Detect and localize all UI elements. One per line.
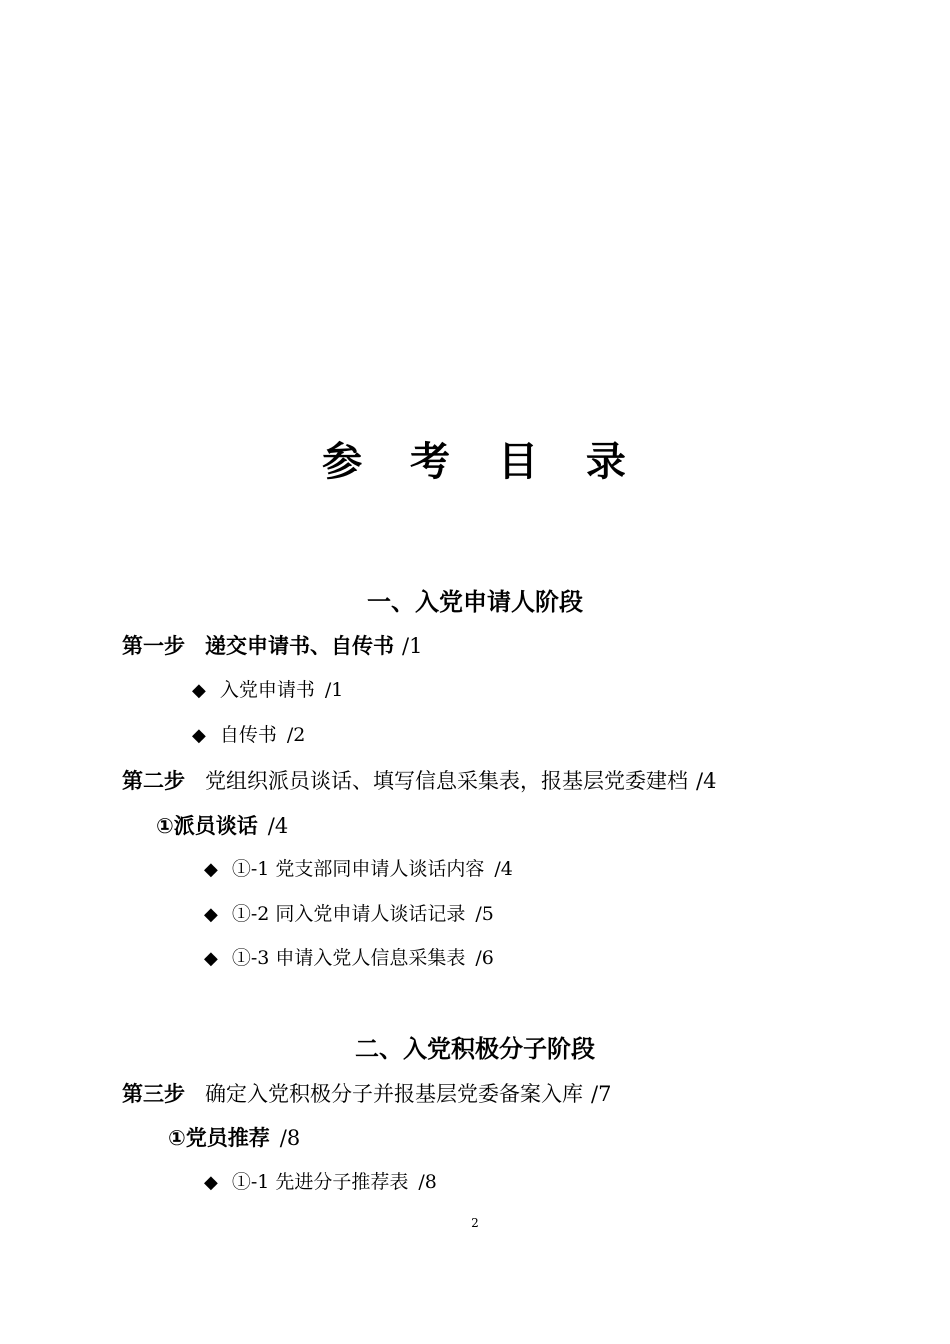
diamond-bullet-icon: ◆	[204, 1172, 218, 1193]
toc-subentry[interactable]	[156, 816, 288, 837]
page-ref: /8	[279, 1126, 301, 1150]
page-title: 参 考 目 录	[322, 439, 628, 485]
page-ref: /2	[286, 724, 306, 746]
item-text: ①-3 申请入党人信息采集表	[231, 947, 466, 969]
toc-item[interactable]	[204, 1173, 437, 1192]
page-ref: /8	[418, 1171, 437, 1193]
toc-entry-step-3[interactable]	[122, 1084, 611, 1105]
toc-item[interactable]	[204, 949, 494, 968]
page-ref: /4	[267, 814, 289, 838]
page-ref: /4	[696, 769, 717, 793]
step-label: 第三步	[122, 1082, 185, 1106]
toc-item[interactable]	[192, 681, 343, 700]
step-label: 第二步	[122, 769, 185, 793]
diamond-bullet-icon: ◆	[192, 725, 206, 746]
page-ref: /4	[494, 858, 513, 880]
toc-entry-step-2[interactable]	[122, 771, 716, 792]
diamond-bullet-icon: ◆	[192, 680, 206, 701]
item-text: ①-1 先进分子推荐表	[231, 1171, 409, 1193]
section-heading-2: 二、入党积极分子阶段	[355, 1035, 595, 1063]
step-text: 党组织派员谈话、填写信息采集表，报基层党委建档	[205, 769, 688, 793]
sub-label: ①党员推荐	[168, 1126, 270, 1150]
sub-label: ①派员谈话	[156, 814, 258, 838]
toc-entry-step-1[interactable]	[122, 636, 422, 657]
toc-item[interactable]	[204, 905, 494, 924]
page-ref: /6	[475, 947, 494, 969]
diamond-bullet-icon: ◆	[204, 904, 218, 925]
item-text: ①-2 同入党申请人谈话记录	[231, 903, 466, 925]
page-ref: /7	[591, 1082, 612, 1106]
step-text: 确定入党积极分子并报基层党委备案入库	[205, 1082, 583, 1106]
page-ref: /5	[475, 903, 494, 925]
step-text: 递交申请书、自传书	[205, 634, 394, 658]
step-label: 第一步	[122, 634, 185, 658]
item-text: 入党申请书	[219, 679, 315, 701]
page-ref: /1	[402, 634, 423, 658]
section-heading-1: 一、入党申请人阶段	[367, 588, 583, 616]
item-text: ①-1 党支部同申请人谈话内容	[231, 858, 485, 880]
page-number: 2	[471, 1216, 479, 1230]
toc-subentry[interactable]	[168, 1128, 300, 1149]
diamond-bullet-icon: ◆	[204, 859, 218, 880]
toc-item[interactable]	[192, 726, 305, 745]
item-text: 自传书	[219, 724, 277, 746]
page-ref: /1	[324, 679, 344, 701]
toc-item[interactable]	[204, 860, 513, 879]
diamond-bullet-icon: ◆	[204, 948, 218, 969]
